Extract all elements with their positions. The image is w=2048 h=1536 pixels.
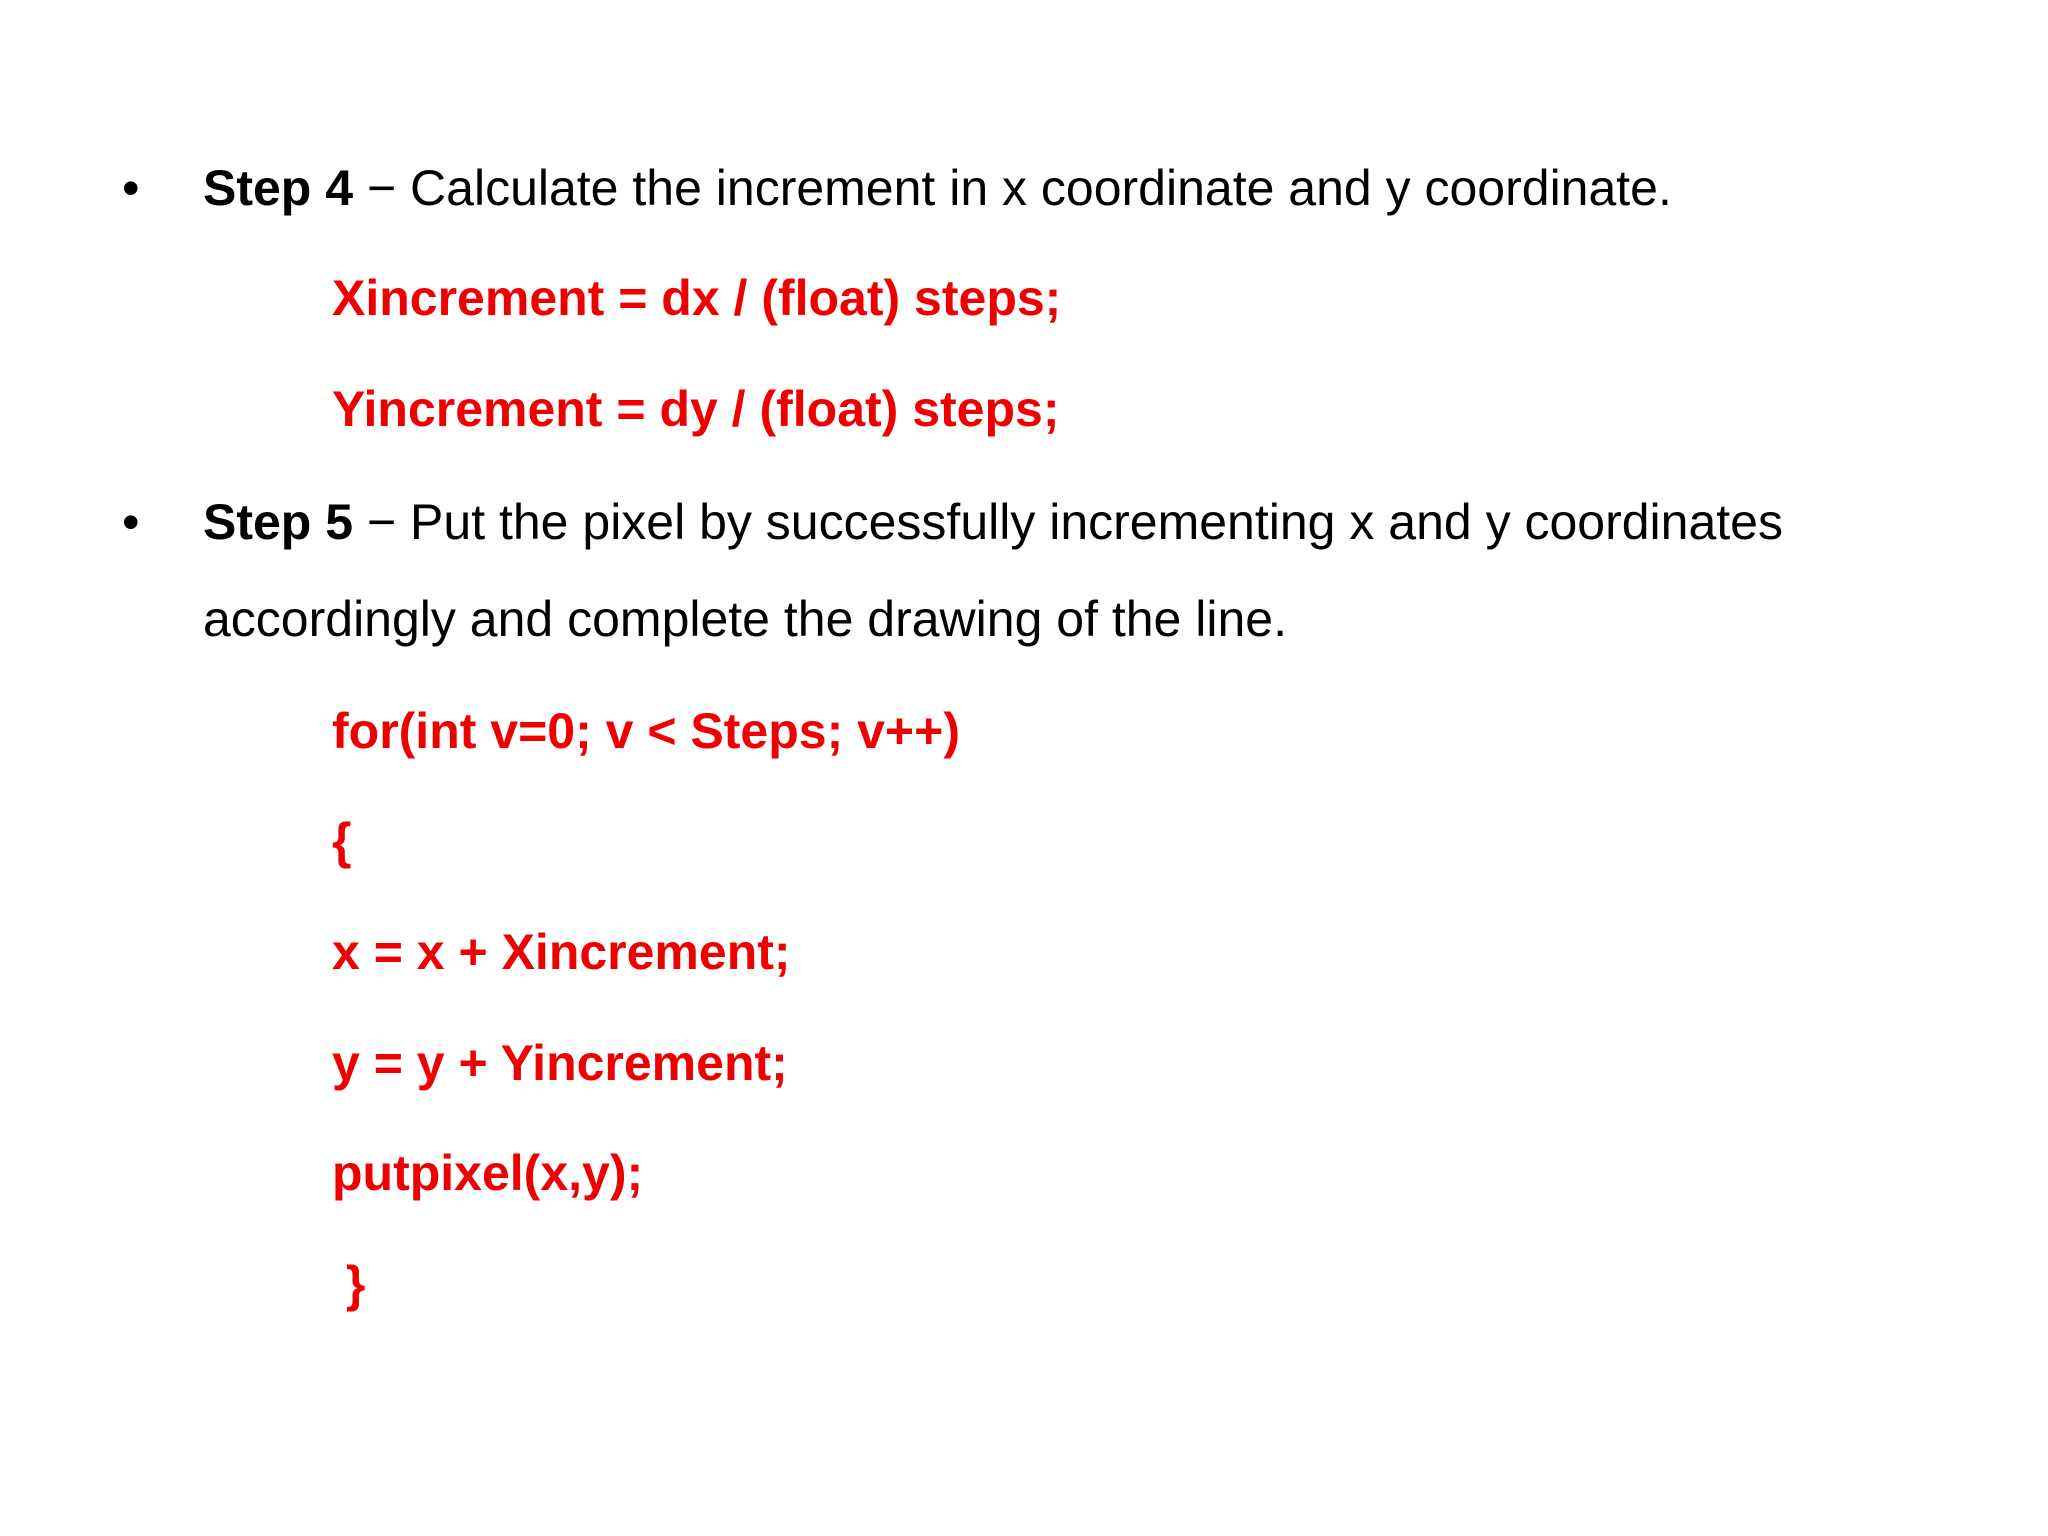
code-putpixel: putpixel(x,y); [332, 1145, 644, 1201]
code-x-update: x = x + Xincrement; [332, 924, 791, 980]
step-5-heading [203, 494, 1783, 550]
code-for-loop: for(int v=0; v < Steps; v++) [332, 703, 960, 759]
step-5-description-continued: accordingly and complete the drawing of the line. [203, 591, 1287, 647]
step-5-description: − Put the pixel by successfully incrementing x and y coordinates [353, 494, 1783, 550]
step-4-description: − Calculate the increment in x coordinate and y coordinate. [353, 160, 1672, 216]
code-close-brace: } [332, 1256, 366, 1312]
code-xincrement: Xincrement = dx / (float) steps; [332, 270, 1062, 326]
bullet-step-4: • [122, 160, 140, 216]
step-4-heading [203, 160, 1672, 216]
code-open-brace: { [332, 813, 352, 869]
step-4-label: Step 4 [203, 160, 354, 216]
code-y-update: y = y + Yincrement; [332, 1035, 788, 1091]
step-5-label: Step 5 [203, 494, 354, 550]
code-yincrement: Yincrement = dy / (float) steps; [332, 381, 1060, 437]
bullet-step-5: • [122, 494, 140, 550]
